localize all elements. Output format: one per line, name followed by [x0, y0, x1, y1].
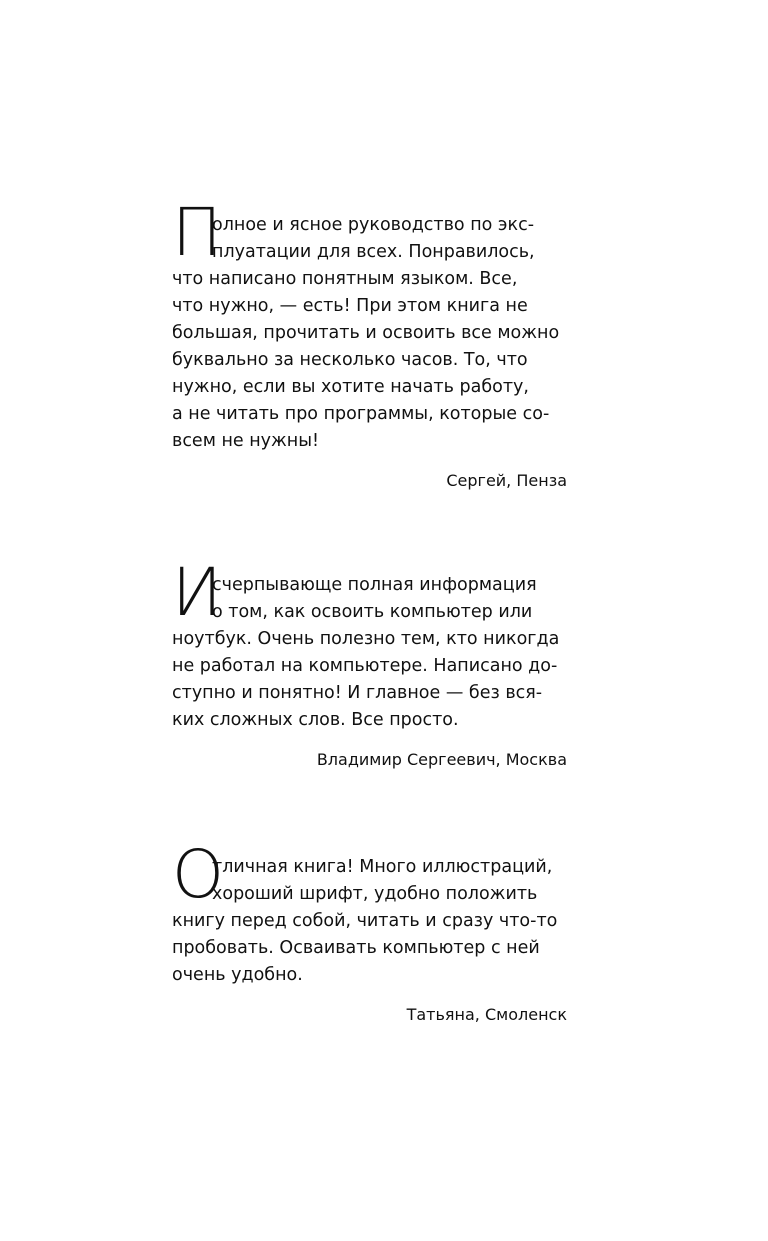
review-text-line: буквально за несколько часов. То, что: [172, 350, 528, 370]
review-text-line: олное и ясное руководство по экс-: [212, 215, 535, 235]
review-text-line: хороший шрифт, удобно положить: [212, 884, 538, 904]
review-block: [172, 194, 567, 490]
review-text-line: большая, прочитать и освоить все можно: [172, 323, 560, 343]
review-block: [172, 836, 567, 1024]
review-text-line: всем не нужны!: [172, 431, 320, 451]
drop-cap: О: [172, 836, 224, 913]
review-text-line: что написано понятным языком. Все,: [172, 269, 518, 289]
review-text-line: ких сложных слов. Все просто.: [172, 710, 459, 730]
drop-cap: И: [172, 554, 222, 631]
review-text-line: ноутбук. Очень полезно тем, кто никогда: [172, 629, 560, 649]
review-text-line: а не читать про программы, которые со-: [172, 404, 550, 424]
review-author: Владимир Сергеевич, Москва: [316, 750, 567, 769]
review-author: Сергей, Пенза: [446, 471, 567, 490]
review-text-line: что нужно, — есть! При этом книга не: [172, 296, 528, 316]
review-text-line: счерпывающе полная информация: [212, 575, 537, 595]
review-text-line: не работал на компьютере. Написано до-: [172, 656, 558, 676]
review-text-line: очень удобно.: [172, 965, 303, 985]
review-text-line: о том, как освоить компьютер или: [212, 602, 533, 622]
review-block: [172, 554, 567, 769]
review-text-line: нужно, если вы хотите начать работу,: [172, 377, 529, 397]
review-text-line: книгу перед собой, читать и сразу что-то: [172, 911, 558, 931]
review-text-line: тличная книга! Много иллюстраций,: [212, 857, 553, 877]
review-author: Татьяна, Смоленск: [406, 1005, 567, 1024]
drop-cap: П: [172, 194, 222, 271]
review-text-line: ступно и понятно! И главное — без вся-: [172, 683, 543, 703]
review-text-line: плуатации для всех. Понравилось,: [212, 242, 535, 262]
review-text-line: пробовать. Осваивать компьютер с ней: [172, 938, 540, 958]
